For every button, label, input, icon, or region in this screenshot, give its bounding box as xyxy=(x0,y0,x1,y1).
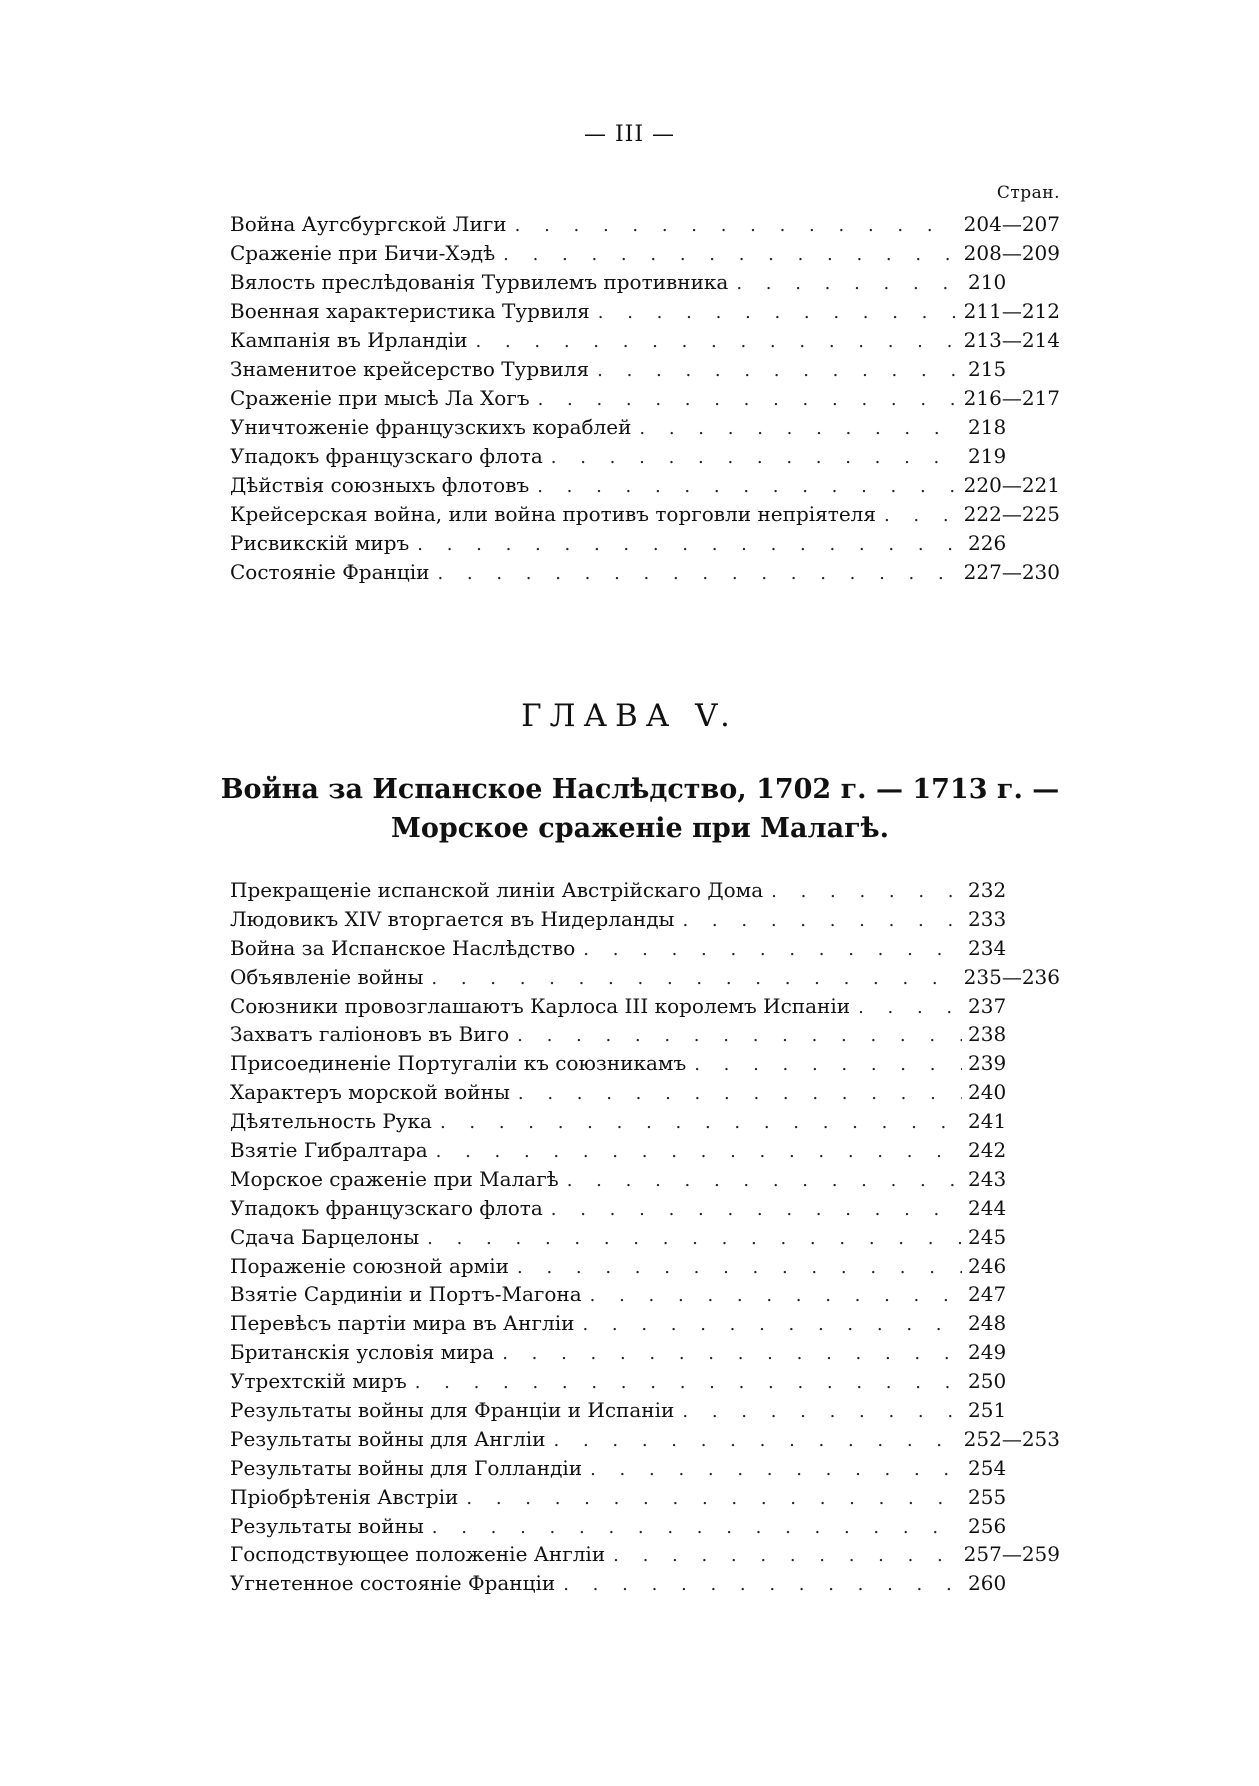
dot-leader xyxy=(503,240,957,269)
toc-entry-title: Господствующее положеніе Англіи xyxy=(230,1542,606,1567)
toc-entry xyxy=(230,1367,1060,1396)
toc-entry xyxy=(230,1309,1060,1338)
toc-entry-title: Результаты войны для Голландіи xyxy=(230,1455,583,1480)
dot-leader xyxy=(436,1138,962,1167)
toc-entry-pages: 240 xyxy=(968,1080,1007,1105)
dot-leader xyxy=(466,1485,962,1514)
toc-entry-title: Крейсерская война, или война противъ торговли непріятеля xyxy=(230,502,876,526)
toc-entry xyxy=(230,1223,1060,1252)
toc-entry-title: Состояніе Франціи xyxy=(230,560,430,584)
toc-section-2 xyxy=(230,876,1060,1598)
toc-entry xyxy=(230,1078,1060,1107)
dot-leader xyxy=(437,559,957,588)
dot-leader xyxy=(682,907,962,936)
toc-entry-title: Британскія условія мира xyxy=(230,1340,495,1365)
toc-entry-title: Людовикъ XIV вторгается въ Нидерланды xyxy=(230,906,675,931)
toc-entry-title: Сраженіе при Бичи-Хэдѣ xyxy=(230,241,496,265)
toc-entry xyxy=(230,529,1060,558)
toc-entry-title: Сраженіе при мысѣ Ла Хогъ xyxy=(230,386,530,410)
toc-entry-pages: 215 xyxy=(968,357,1007,381)
dot-leader xyxy=(518,1080,962,1109)
dot-leader xyxy=(590,1282,962,1311)
dot-leader xyxy=(517,1022,962,1051)
dot-leader xyxy=(476,327,958,356)
chapter-label: ГЛАВА V. xyxy=(521,698,738,734)
toc-entry-pages: 239 xyxy=(968,1051,1007,1076)
toc-entry-title: Знаменитое крейсерство Турвиля xyxy=(230,357,590,381)
toc-entry xyxy=(230,1483,1060,1512)
toc-entry xyxy=(230,934,1060,963)
toc-entry-title: Сдача Барцелоны xyxy=(230,1224,420,1249)
toc-entry-pages: 227—230 xyxy=(963,560,1060,584)
toc-entry xyxy=(230,1396,1060,1425)
dot-leader xyxy=(432,1514,962,1543)
toc-entry xyxy=(230,268,1060,297)
toc-entry-pages: 241 xyxy=(968,1109,1007,1134)
toc-entry xyxy=(230,239,1060,268)
toc-entry-pages: 249 xyxy=(968,1340,1007,1365)
toc-entry xyxy=(230,1512,1060,1541)
toc-entry-pages: 254 xyxy=(968,1455,1007,1480)
dot-leader xyxy=(682,1398,962,1427)
toc-entry-pages: 204—207 xyxy=(963,212,1060,236)
toc-entry xyxy=(230,1569,1060,1598)
dot-leader xyxy=(417,530,962,559)
toc-entry-title: Морское сраженіе при Малагѣ xyxy=(230,1166,559,1191)
toc-entry-pages: 208—209 xyxy=(963,241,1060,265)
toc-entry-title: Вялость преслѣдованія Турвилемъ противника xyxy=(230,270,729,294)
toc-entry xyxy=(230,1194,1060,1223)
dot-leader xyxy=(583,936,962,965)
dot-leader xyxy=(551,1196,962,1225)
dot-leader xyxy=(551,443,962,472)
toc-entry xyxy=(230,355,1060,384)
dot-leader xyxy=(771,878,962,907)
toc-entry xyxy=(230,413,1060,442)
toc-entry-pages: 243 xyxy=(968,1166,1007,1191)
toc-entry-title: Война за Испанское Наслѣдство xyxy=(230,935,576,960)
toc-entry-pages: 220—221 xyxy=(963,473,1060,497)
toc-entry-title: Угнетенное состояніе Франціи xyxy=(230,1571,556,1596)
toc-entry xyxy=(230,963,1060,992)
toc-entry-title: Объявленіе войны xyxy=(230,964,424,989)
toc-entry xyxy=(230,297,1060,326)
dot-leader xyxy=(597,356,962,385)
toc-entry-pages: 226 xyxy=(968,531,1007,555)
dot-leader xyxy=(415,1369,962,1398)
toc-entry xyxy=(230,1020,1060,1049)
dot-leader xyxy=(563,1571,962,1600)
toc-entry xyxy=(230,1136,1060,1165)
dot-leader xyxy=(502,1340,962,1369)
toc-entry-title: Взятіе Сардиніи и Портъ-Магона xyxy=(230,1282,582,1307)
dot-leader xyxy=(517,1254,962,1283)
toc-entry-title: Дѣйствія союзныхъ флотовъ xyxy=(230,473,530,497)
toc-entry xyxy=(230,1425,1060,1454)
toc-entry-title: Результаты войны для Англіи xyxy=(230,1426,546,1451)
dot-leader xyxy=(694,1051,962,1080)
toc-entry xyxy=(230,1280,1060,1309)
toc-entry-pages: 237 xyxy=(968,993,1007,1018)
dot-leader xyxy=(613,1542,957,1571)
dot-leader xyxy=(538,385,958,414)
toc-entry xyxy=(230,1165,1060,1194)
toc-entry-title: Присоединеніе Португаліи къ союзникамъ xyxy=(230,1051,687,1076)
toc-entry-pages: 213—214 xyxy=(963,328,1060,352)
chapter-title: Война за Испанское Наслѣдство, 1702 г. — 1713 г. — Морское сраженіе при Малагѣ. xyxy=(220,774,1060,844)
toc-entry-title: Результаты войны xyxy=(230,1513,424,1538)
toc-entry-title: Кампанія въ Ирландіи xyxy=(230,328,468,352)
dot-leader xyxy=(639,414,962,443)
toc-entry-pages: 234 xyxy=(968,935,1007,960)
toc-entry-pages: 255 xyxy=(968,1484,1007,1509)
toc-entry-pages: 257—259 xyxy=(963,1542,1060,1567)
dot-leader xyxy=(427,1225,962,1254)
toc-entry xyxy=(230,992,1060,1021)
dot-leader xyxy=(598,298,958,327)
toc-entry-title: Пріобрѣтенія Австріи xyxy=(230,1484,459,1509)
dot-leader xyxy=(884,501,958,530)
toc-entry xyxy=(230,1049,1060,1078)
dot-leader xyxy=(537,472,957,501)
toc-entry-pages: 252—253 xyxy=(963,1426,1060,1451)
toc-entry-pages: 218 xyxy=(968,415,1007,439)
toc-entry-pages: 250 xyxy=(968,1369,1007,1394)
toc-entry-pages: 216—217 xyxy=(963,386,1060,410)
toc-entry xyxy=(230,384,1060,413)
toc-entry-title: Уничтоженіе французскихъ кораблей xyxy=(230,415,632,439)
dot-leader xyxy=(515,211,958,240)
toc-entry-title: Результаты войны для Франціи и Испаніи xyxy=(230,1398,675,1423)
dot-leader xyxy=(431,965,957,994)
dot-leader xyxy=(736,269,962,298)
toc-entry xyxy=(230,876,1060,905)
toc-entry-pages: 210 xyxy=(968,270,1007,294)
dot-leader xyxy=(858,994,962,1023)
toc-entry xyxy=(230,558,1060,587)
toc-entry xyxy=(230,471,1060,500)
toc-entry-title: Взятіе Гибралтара xyxy=(230,1138,428,1163)
toc-entry-pages: 245 xyxy=(968,1224,1007,1249)
toc-entry-pages: 211—212 xyxy=(963,299,1060,323)
toc-entry-title: Дѣятельность Рука xyxy=(230,1109,432,1134)
toc-entry xyxy=(230,905,1060,934)
pages-column-header: Стран. xyxy=(996,183,1060,203)
toc-entry-title: Захватъ галіоновъ въ Виго xyxy=(230,1022,510,1047)
page-number: — III — xyxy=(583,122,676,147)
toc-section-1 xyxy=(230,210,1060,587)
toc-entry-pages: 256 xyxy=(968,1513,1007,1538)
toc-entry xyxy=(230,1107,1060,1136)
toc-entry-pages: 248 xyxy=(968,1311,1007,1336)
toc-entry xyxy=(230,1252,1060,1281)
toc-entry-title: Пораженіе союзной арміи xyxy=(230,1253,509,1278)
toc-entry-pages: 238 xyxy=(968,1022,1007,1047)
toc-entry-title: Утрехтскій миръ xyxy=(230,1369,407,1394)
toc-entry-title: Рисвикскій миръ xyxy=(230,531,410,555)
toc-entry-pages: 222—225 xyxy=(963,502,1060,526)
toc-entry-pages: 235—236 xyxy=(963,964,1060,989)
toc-entry xyxy=(230,210,1060,239)
toc-entry xyxy=(230,1338,1060,1367)
toc-entry-pages: 246 xyxy=(968,1253,1007,1278)
toc-entry-pages: 260 xyxy=(968,1571,1007,1596)
toc-entry xyxy=(230,1454,1060,1483)
toc-entry-title: Характеръ морской войны xyxy=(230,1080,510,1105)
dot-leader xyxy=(590,1456,962,1485)
dot-leader xyxy=(440,1109,962,1138)
toc-entry-title: Военная характеристика Турвиля xyxy=(230,299,590,323)
toc-entry-pages: 244 xyxy=(968,1195,1007,1220)
toc-entry xyxy=(230,326,1060,355)
toc-entry-pages: 219 xyxy=(968,444,1007,468)
dot-leader xyxy=(567,1167,962,1196)
toc-entry-title: Война Аугсбургской Лиги xyxy=(230,212,507,236)
toc-entry-title: Упадокъ французскаго флота xyxy=(230,444,543,468)
toc-entry xyxy=(230,500,1060,529)
toc-entry xyxy=(230,442,1060,471)
toc-entry-pages: 242 xyxy=(968,1138,1007,1163)
toc-entry-title: Упадокъ французскаго флота xyxy=(230,1195,543,1220)
toc-entry-title: Союзники провозглашаютъ Карлоса III королемъ Испаніи xyxy=(230,993,851,1018)
toc-entry xyxy=(230,1540,1060,1569)
dot-leader xyxy=(582,1311,962,1340)
toc-entry-pages: 233 xyxy=(968,906,1007,931)
toc-entry-pages: 251 xyxy=(968,1398,1007,1423)
toc-entry-title: Прекращеніе испанской линіи Австрійскаго Дома xyxy=(230,878,764,902)
toc-entry-title: Перевѣсъ партіи мира въ Англіи xyxy=(230,1311,575,1336)
toc-entry-pages: 247 xyxy=(968,1282,1007,1307)
toc-entry-pages: 232 xyxy=(968,878,1007,902)
dot-leader xyxy=(554,1427,958,1456)
